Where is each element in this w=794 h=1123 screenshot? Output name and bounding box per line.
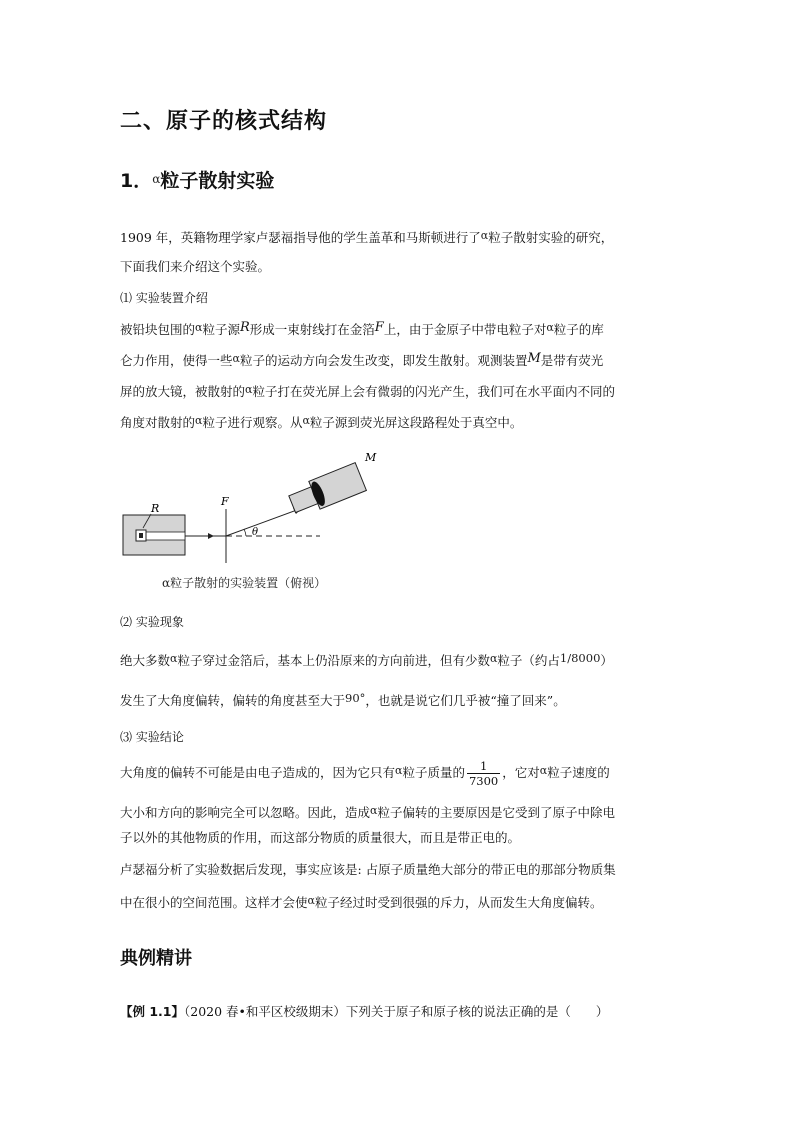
conclusion-line-4: 卢瑟福分析了实验数据后发现，事实应该是: 占原子质量绝大部分的带正电的那部分物质集	[120, 862, 616, 877]
section-title	[120, 166, 274, 193]
scattered-ray	[226, 507, 305, 536]
label-F: F	[221, 495, 229, 508]
fraction-1-8000: 1/8000	[559, 651, 601, 665]
label-R: R	[151, 502, 160, 515]
examples-heading: 典例精讲	[120, 948, 192, 969]
microscope-M	[287, 463, 367, 519]
device-line-4: 角度对散射的α粒子进行观察。从α粒子源到荧光屏这段路程处于真空中。	[120, 414, 523, 430]
device-line-3: 屏的放大镜，被散射的α粒子打在荧光屏上会有微弱的闪光产生，我们可在水平面内不同的	[120, 383, 615, 399]
angle-90: 90°	[345, 691, 366, 705]
subheading-device: ⑴ 实验装置介绍	[120, 291, 208, 305]
fraction-1-7300: $\frac{1}{7300}$	[468, 759, 499, 788]
device-line-1: 被铅块包围的α粒子源R形成一束射线打在金箔F上，由于金原子中带电粒子对α粒子的库	[120, 320, 604, 337]
example-1	[120, 1002, 608, 1020]
page-heading: 二、原子的核式结构	[120, 108, 328, 134]
scattering-apparatus-diagram	[115, 445, 405, 570]
section-number: 1．	[120, 170, 153, 192]
example-text: （2020 春•和平区校级期末）下列关于原子和原子核的说法正确的是（ ）	[184, 1004, 609, 1019]
label-M: M	[365, 451, 377, 464]
intro-line-2: 下面我们来介绍这个实验。	[120, 259, 271, 274]
phenomenon-line-2: 发生了大角度偏转，偏转的角度甚至大于90°，也就是说它们几乎被“撞了回来”。	[120, 691, 566, 708]
conclusion-line-5: 中在很小的空间范围。这样才会使α粒子经过时受到很强的斥力，从而发生大角度偏转。	[120, 894, 603, 910]
phenomenon-line-1: 绝大多数α粒子穿过金箔后，基本上仍沿原来的方向前进，但有少数α粒子（约占1/8000）	[120, 651, 613, 668]
conclusion-line-1: 大角度的偏转不可能是由电子造成的，因为它只有α粒子质量的 $\frac{1}{7300}$ ，它对α粒子速度的	[120, 759, 610, 788]
subheading-phenomenon: ⑵ 实验现象	[120, 615, 184, 629]
conclusion-line-2: 大小和方向的影响完全可以忽略。因此，造成α粒子偏转的主要原因是它受到了原子中除电	[120, 804, 615, 820]
example-tag: 【例 1.1】	[120, 1004, 184, 1019]
intro-line-1: 1909 年，英籍物理学家卢瑟福指导他的学生盖革和马斯顿进行了α粒子散射实验的研究，	[120, 229, 614, 245]
label-theta: θ	[252, 527, 259, 538]
alpha-symbol: α	[152, 172, 161, 186]
conclusion-line-3: 子以外的其他物质的作用，而这部分物质的质量很大，而且是带正电的。	[120, 830, 521, 845]
subheading-conclusion: ⑶ 实验结论	[120, 730, 184, 744]
device-line-2: 仑力作用，使得一些α粒子的运动方向会发生改变，即发生散射。观测装置M是带有荧光	[120, 351, 604, 368]
figure-caption: α粒子散射的实验装置（俯视）	[162, 576, 327, 590]
section-title-text: 粒子散射实验	[160, 170, 275, 192]
